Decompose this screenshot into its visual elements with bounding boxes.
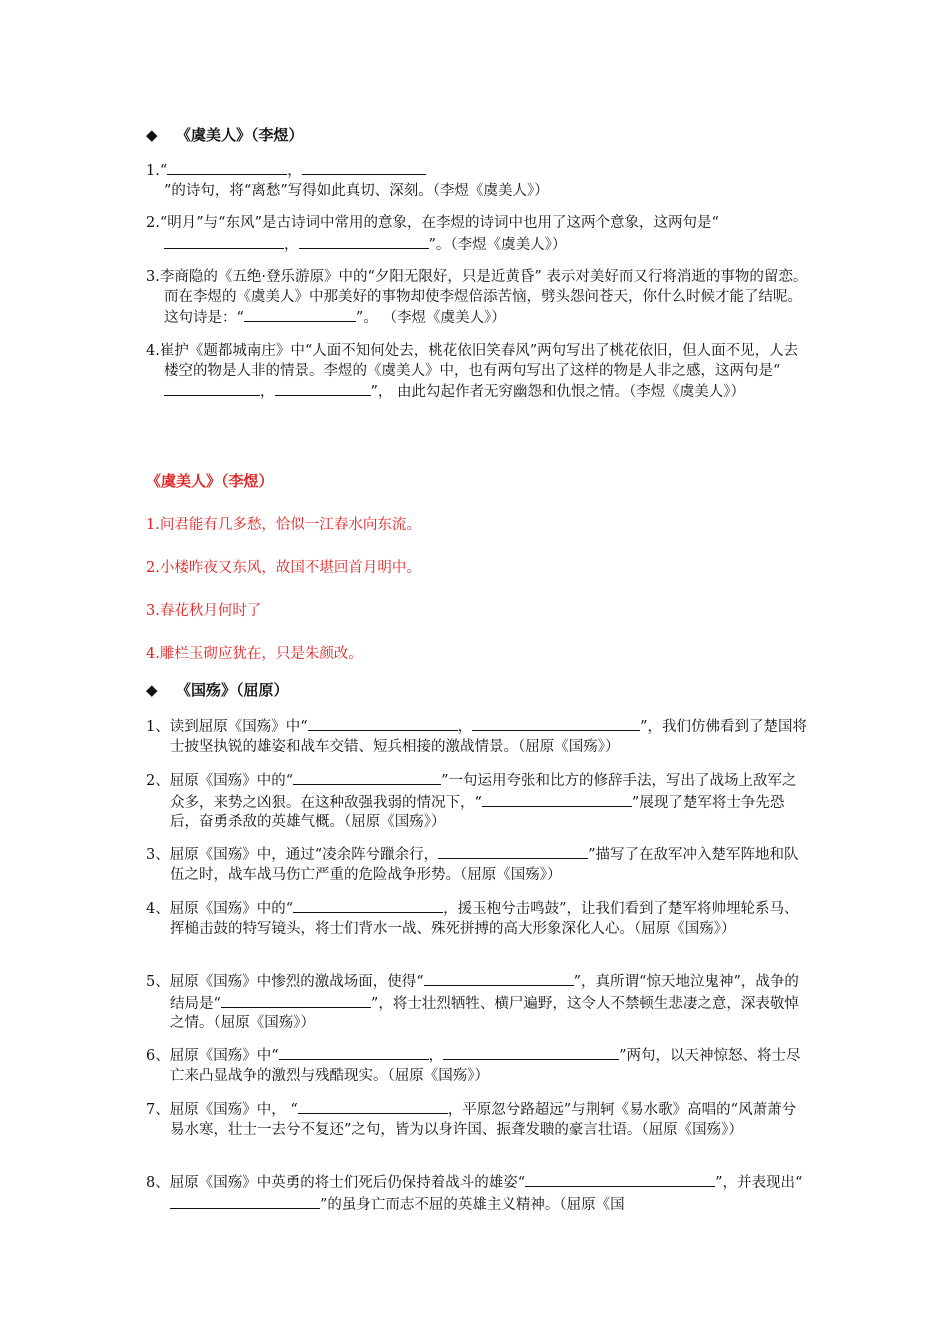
answer-blank[interactable] — [443, 1045, 619, 1060]
answer-blank[interactable] — [424, 971, 574, 986]
answer-blank[interactable] — [298, 1099, 448, 1114]
section-title: 《国殇》（屈原） — [176, 681, 289, 699]
answer-blank[interactable] — [308, 716, 458, 731]
answer-item: 2.小楼昨夜又东风，故国不堪回首月明中。 — [146, 560, 421, 576]
answer-blank[interactable] — [244, 307, 356, 322]
guoshang-question-5: 5、屈原《国殇》中惨烈的激战场面，使得“ ”，真所谓“惊天地泣鬼神”，战争的结局是“ ”，将士壮烈牺牲、横尸遍野，这令人不禁顿生悲凄之意，深表敬悼之情。（屈原《国殇》） — [146, 971, 810, 1034]
question-1: 1.“ ，”的诗句，将“离愁”写得如此真切、深刻。（李煜《虞美人》） — [146, 160, 810, 201]
section-title: 《虞美人》（李煜） — [176, 126, 304, 144]
answer-blank[interactable] — [164, 381, 260, 396]
answer-blank[interactable] — [293, 898, 443, 913]
answer-blank[interactable] — [525, 1172, 715, 1187]
question-2: 2.“明月”与“东风”是古诗词中常用的意象，在李煜的诗词中也用了这两个意象，这两句是“， ”。（李煜《虞美人》） — [146, 215, 719, 253]
question-4: 4.崔护《题都城南庄》中“人面不知何处去，桃花依旧笑春风”两句写出了桃花依旧，但人面不见，人去楼空的物是人非的情景。李煜的《虞美人》中，也有两句写出了这样的物是人非之感，这两句是“， ”， 由此勾起作者无穷幽怨和仇恨之情。（李煜《虞美人》） — [146, 343, 799, 400]
guoshang-question-1: 1、读到屈原《国殇》中“ ， ”，我们仿佛看到了楚国将士披坚执锐的雄姿和战车交错、短兵相接的激战情景。（屈原《国殇》） — [146, 716, 810, 757]
answer-blank[interactable] — [302, 160, 426, 175]
answer-heading: 《虞美人》（李煜） — [146, 472, 274, 490]
diamond-bullet-icon: ◆ — [146, 126, 158, 144]
guoshang-question-7: 7、屈原《国殇》中， “ ，平原忽兮路超远”与荆轲《易水歌》高唱的“风萧萧兮易水寒，壮士一去兮不复还”之句，皆为以身许国、振聋发聩的豪言壮语。（屈原《国殇》） — [146, 1099, 810, 1140]
guoshang-question-6: 6、屈原《国殇》中“ ， ”两句，以天神惊怒、将士尽亡来凸显战争的激烈与残酷现实。（屈原《国殇》） — [146, 1045, 810, 1086]
section-heading-guoshang — [146, 679, 289, 700]
answer-blank[interactable] — [167, 160, 287, 175]
answer-blank[interactable] — [275, 381, 371, 396]
answer-item: 4.雕栏玉砌应犹在，只是朱颜改。 — [146, 646, 363, 662]
answer-blank[interactable] — [164, 234, 284, 249]
diamond-bullet-icon: ◆ — [146, 681, 158, 699]
guoshang-question-4: 4、屈原《国殇》中的“ ，援玉枹兮击鸣鼓”，让我们看到了楚军将帅埋轮系马、挥槌击鼓的特写镜头，将士们背水一战、殊死拼搏的高大形象深化人心。（屈原《国殇》） — [146, 898, 810, 939]
answer-blank[interactable] — [279, 1045, 429, 1060]
answer-item: 1.问君能有几多愁，恰似一江春水向东流。 — [146, 517, 421, 533]
question-3: 3.李商隐的《五绝·登乐游原》中的“夕阳无限好，只是近黄昏” 表示对美好而又行将消逝的事物的留恋。而在李煜的《虞美人》中那美好的事物却使李煜倍添苦恼，劈头怨问苍天，你什么时候才能了结呢。这句诗是：“ ”。 （李煜《虞美人》） — [146, 269, 808, 326]
answer-item: 3.春花秋月何时了 — [146, 603, 262, 619]
answer-blank[interactable] — [438, 844, 588, 859]
answer-blank[interactable] — [221, 993, 371, 1008]
guoshang-question-8: 8、屈原《国殇》中英勇的将士们死后仍保持着战斗的雄姿“ ”，并表现出“”的虽身亡而志不屈的英雄主义精神。（屈原《国 — [146, 1172, 810, 1215]
answer-blank[interactable] — [482, 792, 632, 807]
guoshang-question-2: 2、屈原《国殇》中的“ ”一句运用夸张和比方的修辞手法，写出了战场上敌军之众多，来势之凶狠。在这种敌强我弱的情况下，“ ”展现了楚军将士争先恐后，奋勇杀敌的英雄气概。（屈原《国殇》） — [146, 770, 810, 833]
answer-blank[interactable] — [299, 234, 429, 249]
guoshang-question-3: 3、屈原《国殇》中，通过“凌余阵兮躐余行， ”描写了在敌军冲入楚军阵地和队伍之时，战车战马伤亡严重的危险战争形势。（屈原《国殇》） — [146, 844, 810, 885]
answer-blank[interactable] — [293, 770, 441, 785]
answer-blank[interactable] — [472, 716, 640, 731]
section-heading-yumeiren — [146, 124, 304, 145]
answer-blank[interactable] — [170, 1194, 320, 1209]
